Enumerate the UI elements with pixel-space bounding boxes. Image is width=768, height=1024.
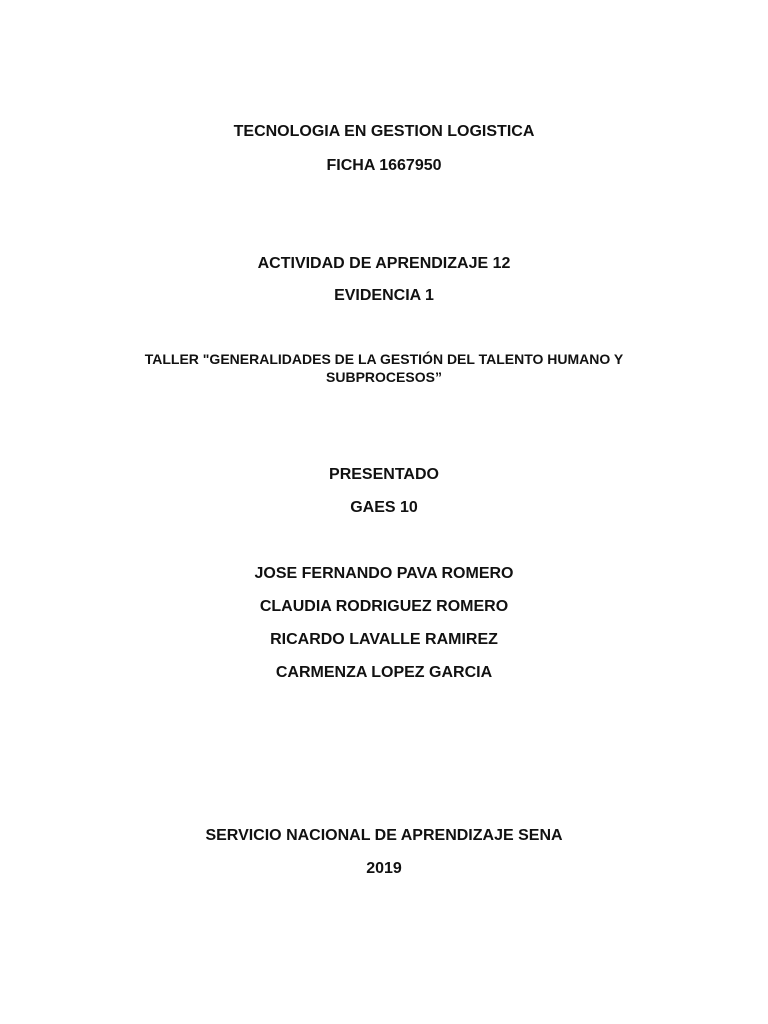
author-name: CARMENZA LOPEZ GARCIA [275, 664, 493, 681]
workshop-title-line-1: TALLER "GENERALIDADES DE LA GESTIÓN DEL TALENTO HUMANO Y [144, 351, 624, 367]
author-name: JOSE FERNANDO PAVA ROMERO [254, 565, 514, 582]
institution-name: SERVICIO NACIONAL DE APRENDIZAJE SENA [205, 827, 563, 844]
author-name: RICARDO LAVALLE RAMIREZ [270, 631, 498, 648]
program-title: TECNOLOGIA EN GESTION LOGISTICA [233, 123, 535, 140]
ficha-number: FICHA 1667950 [326, 157, 442, 174]
author-name: CLAUDIA RODRIGUEZ ROMERO [259, 598, 509, 615]
group-name: GAES 10 [350, 499, 418, 516]
year: 2019 [366, 860, 402, 877]
activity-title: ACTIVIDAD DE APRENDIZAJE 12 [257, 255, 511, 272]
workshop-title-line-2: SUBPROCESOS” [326, 369, 442, 385]
evidence-label: EVIDENCIA 1 [334, 287, 434, 304]
presented-label: PRESENTADO [329, 466, 439, 483]
